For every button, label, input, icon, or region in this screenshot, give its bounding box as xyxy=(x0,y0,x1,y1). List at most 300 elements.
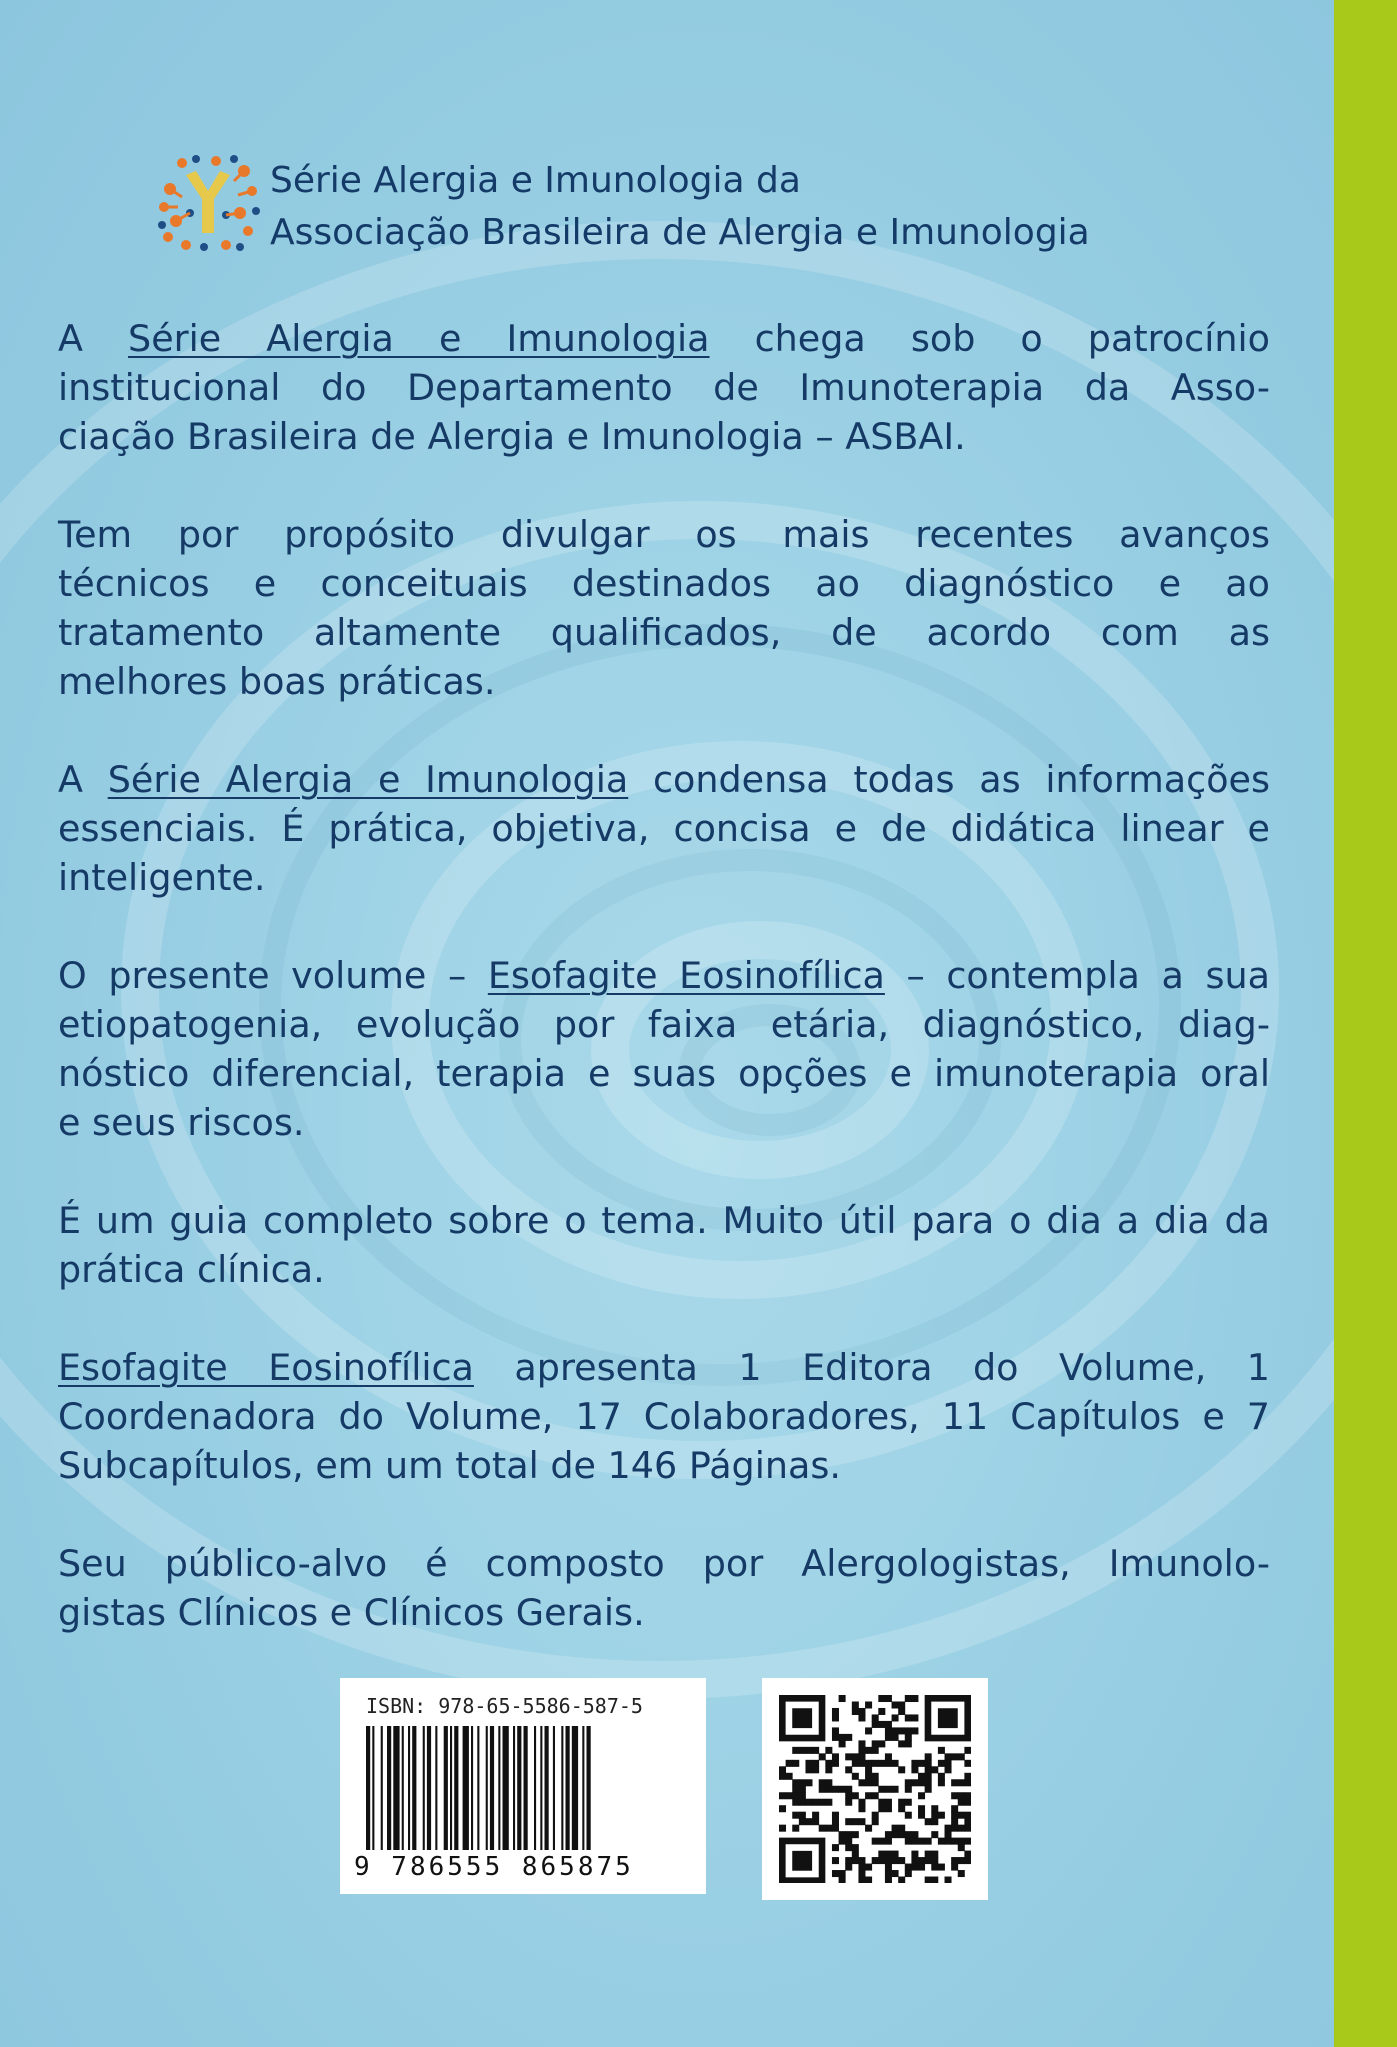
qr-module xyxy=(872,1812,879,1819)
text-segment: É um guia completo sobre o tema. Muito útil para o dia a dia da xyxy=(58,1199,1270,1242)
qr-module xyxy=(905,1779,912,1786)
text-segment: tratamento altamente qualificados, de acordo com as xyxy=(58,611,1270,654)
text-segment: ciação Brasileira de Alergia e Imunologia – ASBAI. xyxy=(58,415,966,458)
qr-module xyxy=(812,1747,819,1754)
barcode-bar xyxy=(423,1726,425,1850)
qr-module xyxy=(872,1818,879,1825)
qr-module xyxy=(878,1799,885,1806)
barcode-bar xyxy=(366,1726,370,1850)
qr-module xyxy=(839,1870,846,1877)
text-segment: Seu público-alvo é composto por Alergologistas, Imunolo- xyxy=(58,1542,1270,1585)
qr-module xyxy=(845,1792,852,1799)
qr-module xyxy=(792,1786,799,1793)
qr-module xyxy=(825,1786,832,1793)
text-line xyxy=(58,1000,1270,1049)
qr-module xyxy=(852,1844,859,1851)
qr-module xyxy=(878,1695,885,1702)
underlined-title: Série Alergia e Imunologia xyxy=(107,758,629,801)
qr-module xyxy=(905,1870,912,1877)
qr-module xyxy=(839,1831,846,1838)
qr-module xyxy=(892,1701,899,1708)
qr-module xyxy=(792,1812,799,1819)
text-line xyxy=(58,1588,1270,1637)
qr-module xyxy=(905,1812,912,1819)
qr-module xyxy=(898,1766,905,1773)
qr-module xyxy=(885,1760,892,1767)
qr-module xyxy=(958,1799,965,1806)
text-segment: técnicos e conceituais destinados ao diagnóstico e ao xyxy=(58,562,1270,605)
qr-module xyxy=(938,1838,945,1845)
qr-code xyxy=(762,1678,988,1900)
qr-module xyxy=(925,1753,932,1760)
qr-module xyxy=(799,1747,806,1754)
qr-module xyxy=(892,1857,899,1864)
paragraph xyxy=(58,1196,1270,1294)
qr-module xyxy=(951,1857,958,1864)
qr-module xyxy=(938,1864,945,1871)
qr-module xyxy=(892,1734,899,1741)
qr-module xyxy=(938,1773,945,1780)
qr-module xyxy=(898,1857,905,1864)
qr-module xyxy=(964,1779,971,1786)
text-segment: etiopatogenia, evolução por faixa etária, diagnóstico, diag- xyxy=(58,1003,1270,1046)
qr-module xyxy=(892,1727,899,1734)
qr-module xyxy=(878,1838,885,1845)
qr-module xyxy=(885,1857,892,1864)
text-line xyxy=(58,1539,1270,1588)
paragraph xyxy=(58,510,1270,706)
qr-module xyxy=(951,1753,958,1760)
text-segment: A xyxy=(58,317,129,360)
qr-module xyxy=(925,1760,932,1767)
barcode-bar xyxy=(454,1726,458,1850)
qr-module xyxy=(845,1831,852,1838)
qr-module xyxy=(845,1786,852,1793)
text-segment: essenciais. É prática, objetiva, concisa e de didática linear e xyxy=(58,807,1270,850)
qr-module xyxy=(945,1825,952,1832)
qr-module xyxy=(825,1825,832,1832)
text-line xyxy=(58,951,1270,1000)
text-line xyxy=(58,1049,1270,1098)
qr-module xyxy=(958,1812,965,1819)
qr-module xyxy=(858,1805,865,1812)
barcode-bar xyxy=(450,1726,452,1850)
qr-module xyxy=(905,1734,912,1741)
qr-module xyxy=(852,1818,859,1825)
qr-module xyxy=(779,1805,786,1812)
qr-module xyxy=(918,1838,925,1845)
qr-module xyxy=(799,1799,806,1806)
qr-module xyxy=(885,1864,892,1871)
qr-module xyxy=(805,1760,812,1767)
qr-module xyxy=(898,1740,905,1747)
qr-module xyxy=(872,1747,879,1754)
description-text xyxy=(58,314,1270,1686)
qr-module xyxy=(825,1799,832,1806)
qr-module xyxy=(911,1714,918,1721)
text-segment: – contempla a sua xyxy=(884,954,1271,997)
barcode-bar xyxy=(503,1726,509,1850)
qr-module xyxy=(825,1766,832,1773)
qr-module xyxy=(951,1825,958,1832)
qr-module xyxy=(951,1864,958,1871)
qr-module xyxy=(911,1857,918,1864)
qr-module xyxy=(905,1838,912,1845)
qr-module xyxy=(918,1779,925,1786)
qr-module xyxy=(925,1773,932,1780)
qr-module xyxy=(958,1753,965,1760)
text-segment: melhores boas práticas. xyxy=(58,660,496,703)
qr-module xyxy=(839,1838,846,1845)
qr-module xyxy=(852,1851,859,1858)
qr-module xyxy=(865,1760,872,1767)
qr-module xyxy=(925,1838,932,1845)
text-line xyxy=(58,1441,1270,1490)
qr-module xyxy=(858,1799,865,1806)
qr-module xyxy=(832,1857,839,1864)
qr-module xyxy=(779,1773,786,1780)
qr-module xyxy=(878,1851,885,1858)
qr-module xyxy=(858,1870,865,1877)
series-title-line-2: Associação Brasileira de Alergia e Imunologia xyxy=(270,212,1090,253)
qr-module xyxy=(885,1838,892,1845)
text-line xyxy=(58,314,1270,363)
qr-module xyxy=(931,1831,938,1838)
qr-module xyxy=(958,1792,965,1799)
barcode-bar xyxy=(435,1726,437,1850)
series-header xyxy=(156,155,1256,265)
qr-module xyxy=(898,1701,905,1708)
qr-module xyxy=(951,1779,958,1786)
qr-module xyxy=(832,1844,839,1851)
qr-module xyxy=(852,1792,859,1799)
barcode-bar xyxy=(524,1726,528,1850)
qr-module xyxy=(931,1805,938,1812)
qr-module xyxy=(858,1714,865,1721)
qr-module xyxy=(845,1753,852,1760)
qr-module xyxy=(958,1857,965,1864)
qr-module xyxy=(925,1766,932,1773)
barcode-bar xyxy=(372,1726,374,1850)
qr-code-icon xyxy=(779,1695,971,1883)
qr-module xyxy=(845,1857,852,1864)
qr-module xyxy=(812,1799,819,1806)
text-line xyxy=(58,657,1270,706)
qr-module xyxy=(898,1708,905,1715)
qr-module xyxy=(858,1747,865,1754)
qr-module xyxy=(925,1857,932,1864)
qr-module xyxy=(792,1708,812,1728)
isbn-label: ISBN: 978-65-5586-587-5 xyxy=(366,1694,643,1718)
qr-module xyxy=(792,1799,799,1806)
qr-module xyxy=(958,1870,965,1877)
qr-module xyxy=(805,1766,812,1773)
paragraph xyxy=(58,755,1270,902)
qr-module xyxy=(832,1812,839,1819)
qr-module xyxy=(858,1818,865,1825)
qr-module xyxy=(964,1812,971,1819)
qr-module xyxy=(819,1786,826,1793)
qr-module xyxy=(865,1825,872,1832)
paragraph xyxy=(58,314,1270,461)
qr-module xyxy=(832,1734,839,1741)
qr-module xyxy=(858,1779,865,1786)
qr-module xyxy=(964,1857,971,1864)
qr-module xyxy=(945,1831,952,1838)
qr-module xyxy=(832,1825,839,1832)
barcode-bar xyxy=(490,1726,494,1850)
text-segment: institucional do Departamento de Imunoterapia da Asso- xyxy=(58,366,1270,409)
qr-module xyxy=(819,1825,826,1832)
qr-module xyxy=(786,1773,793,1780)
qr-module xyxy=(832,1760,839,1767)
qr-module xyxy=(865,1747,872,1754)
qr-module xyxy=(832,1727,839,1734)
qr-module xyxy=(911,1779,918,1786)
qr-module xyxy=(872,1740,879,1747)
qr-module xyxy=(892,1870,899,1877)
qr-module xyxy=(905,1864,912,1871)
qr-module xyxy=(805,1818,812,1825)
qr-module xyxy=(872,1773,879,1780)
qr-module xyxy=(905,1727,912,1734)
qr-module xyxy=(858,1740,865,1747)
qr-module xyxy=(951,1792,958,1799)
barcode-bar xyxy=(427,1726,431,1850)
qr-module xyxy=(832,1870,839,1877)
qr-module xyxy=(938,1708,958,1728)
qr-module xyxy=(925,1877,932,1883)
qr-module xyxy=(832,1818,839,1825)
barcode-bar xyxy=(486,1726,488,1850)
qr-module xyxy=(805,1779,812,1786)
text-segment: e seus riscos. xyxy=(58,1101,305,1144)
qr-module xyxy=(832,1786,839,1793)
qr-module xyxy=(786,1792,793,1799)
qr-module xyxy=(964,1838,971,1845)
qr-module xyxy=(958,1844,965,1851)
qr-module xyxy=(832,1753,839,1760)
barcode-bar xyxy=(498,1726,500,1850)
text-line xyxy=(58,853,1270,902)
qr-module xyxy=(839,1740,846,1747)
barcode-bar xyxy=(534,1726,536,1850)
text-line xyxy=(58,412,1270,461)
spine-stripe xyxy=(1334,0,1397,2047)
qr-module xyxy=(858,1857,865,1864)
barcode-bar xyxy=(381,1726,383,1850)
qr-module xyxy=(911,1851,918,1858)
qr-module xyxy=(872,1792,879,1799)
text-line xyxy=(58,804,1270,853)
qr-module xyxy=(878,1805,885,1812)
qr-module xyxy=(858,1708,865,1715)
qr-module xyxy=(918,1760,925,1767)
qr-module xyxy=(779,1792,786,1799)
qr-module xyxy=(799,1792,806,1799)
qr-module xyxy=(964,1818,971,1825)
text-line xyxy=(58,1245,1270,1294)
qr-module xyxy=(931,1812,938,1819)
qr-module xyxy=(825,1747,832,1754)
qr-module xyxy=(905,1695,912,1702)
qr-module xyxy=(845,1799,852,1806)
qr-module xyxy=(958,1779,965,1786)
text-segment: apresenta 1 Editora do Volume, 1 xyxy=(473,1346,1271,1389)
barcode-bar xyxy=(540,1726,542,1850)
text-segment: prática clínica. xyxy=(58,1248,325,1291)
qr-module xyxy=(792,1760,799,1767)
text-line xyxy=(58,1343,1270,1392)
qr-module xyxy=(945,1753,952,1760)
barcode-bar xyxy=(463,1726,469,1850)
qr-module xyxy=(865,1877,872,1883)
qr-module xyxy=(964,1851,971,1858)
qr-module xyxy=(958,1825,965,1832)
qr-module xyxy=(918,1773,925,1780)
qr-module xyxy=(898,1877,905,1883)
barcode-bars xyxy=(366,1726,682,1850)
qr-module xyxy=(911,1838,918,1845)
qr-module xyxy=(832,1708,839,1715)
paragraph xyxy=(58,1539,1270,1637)
qr-module xyxy=(945,1838,952,1845)
qr-module xyxy=(918,1805,925,1812)
qr-module xyxy=(839,1877,846,1883)
qr-module xyxy=(938,1760,945,1767)
barcode-bar xyxy=(402,1726,404,1850)
barcode-bar xyxy=(587,1726,591,1850)
qr-module xyxy=(918,1864,925,1871)
text-segment: Subcapítulos, em um total de 146 Páginas. xyxy=(58,1444,841,1487)
qr-module xyxy=(911,1695,918,1702)
qr-module xyxy=(911,1766,918,1773)
qr-module xyxy=(878,1857,885,1864)
qr-module xyxy=(845,1818,852,1825)
qr-module xyxy=(865,1792,872,1799)
qr-module xyxy=(892,1760,899,1767)
qr-module xyxy=(832,1714,839,1721)
qr-module xyxy=(845,1864,852,1871)
barcode-bar xyxy=(553,1726,555,1850)
qr-module xyxy=(865,1773,872,1780)
qr-module xyxy=(945,1760,952,1767)
qr-module xyxy=(872,1721,879,1728)
underlined-title: Esofagite Eosinofílica xyxy=(58,1346,474,1389)
barcode-bar xyxy=(517,1726,521,1850)
barcode-bar xyxy=(412,1726,416,1850)
barcode-bar xyxy=(477,1726,479,1850)
qr-module xyxy=(858,1760,865,1767)
qr-module xyxy=(858,1864,865,1871)
qr-module xyxy=(898,1805,905,1812)
qr-module xyxy=(892,1831,899,1838)
qr-module xyxy=(792,1825,799,1832)
qr-module xyxy=(872,1760,879,1767)
qr-module xyxy=(779,1766,786,1773)
qr-module xyxy=(938,1779,945,1786)
qr-module xyxy=(786,1760,793,1767)
qr-module xyxy=(898,1825,905,1832)
barcode-bar xyxy=(387,1726,391,1850)
qr-module xyxy=(885,1727,892,1734)
qr-module xyxy=(878,1740,885,1747)
qr-module xyxy=(878,1708,885,1715)
qr-module xyxy=(845,1766,852,1773)
underlined-title: Esofagite Eosinofílica xyxy=(487,954,885,997)
qr-module xyxy=(951,1838,958,1845)
paragraph xyxy=(58,951,1270,1147)
qr-module xyxy=(872,1779,879,1786)
text-segment: Coordenadora do Volume, 17 Colaboradores, 11 Capítulos e 7 xyxy=(58,1395,1270,1438)
qr-module xyxy=(885,1695,892,1702)
barcode-bar xyxy=(393,1726,399,1850)
qr-module xyxy=(964,1760,971,1767)
qr-module xyxy=(799,1812,806,1819)
qr-module xyxy=(931,1851,938,1858)
barcode-bar xyxy=(444,1726,448,1850)
qr-module xyxy=(911,1831,918,1838)
qr-module xyxy=(812,1766,819,1773)
text-line xyxy=(58,510,1270,559)
isbn-barcode xyxy=(340,1678,706,1894)
qr-module xyxy=(964,1773,971,1780)
barcode-bar xyxy=(545,1726,549,1850)
barcode-digits: 9 786555 865875 xyxy=(354,1852,634,1882)
qr-module xyxy=(911,1760,918,1767)
qr-module xyxy=(812,1818,819,1825)
underlined-title: Série Alergia e Imunologia xyxy=(128,317,710,360)
barcode-bar xyxy=(408,1726,410,1850)
qr-module xyxy=(925,1851,932,1858)
qr-module xyxy=(839,1786,846,1793)
qr-module xyxy=(958,1838,965,1845)
asbai-logo-icon xyxy=(156,155,260,255)
qr-module xyxy=(865,1701,872,1708)
qr-module xyxy=(892,1851,899,1858)
qr-module xyxy=(852,1708,859,1715)
text-line xyxy=(58,1196,1270,1245)
qr-module xyxy=(865,1766,872,1773)
barcode-bar xyxy=(566,1726,570,1850)
qr-module xyxy=(839,1734,846,1741)
qr-module xyxy=(779,1825,786,1832)
barcode-bar xyxy=(572,1726,578,1850)
qr-module xyxy=(852,1701,859,1708)
qr-module xyxy=(905,1799,912,1806)
qr-module xyxy=(964,1792,971,1799)
qr-module xyxy=(825,1779,832,1786)
text-segment: Tem por propósito divulgar os mais recentes avanços xyxy=(58,513,1270,556)
qr-module xyxy=(892,1714,899,1721)
qr-module xyxy=(839,1695,846,1702)
qr-module xyxy=(911,1864,918,1871)
text-segment: chega sob o patrocínio xyxy=(709,317,1270,360)
qr-module xyxy=(925,1786,932,1793)
qr-module xyxy=(911,1727,918,1734)
qr-module xyxy=(931,1818,938,1825)
qr-module xyxy=(905,1714,912,1721)
qr-module xyxy=(792,1747,799,1754)
qr-module xyxy=(931,1864,938,1871)
qr-module xyxy=(905,1831,912,1838)
qr-module xyxy=(878,1760,885,1767)
qr-module xyxy=(931,1877,938,1883)
qr-module xyxy=(805,1799,812,1806)
qr-module xyxy=(805,1747,812,1754)
text-line xyxy=(58,608,1270,657)
qr-module xyxy=(858,1753,865,1760)
